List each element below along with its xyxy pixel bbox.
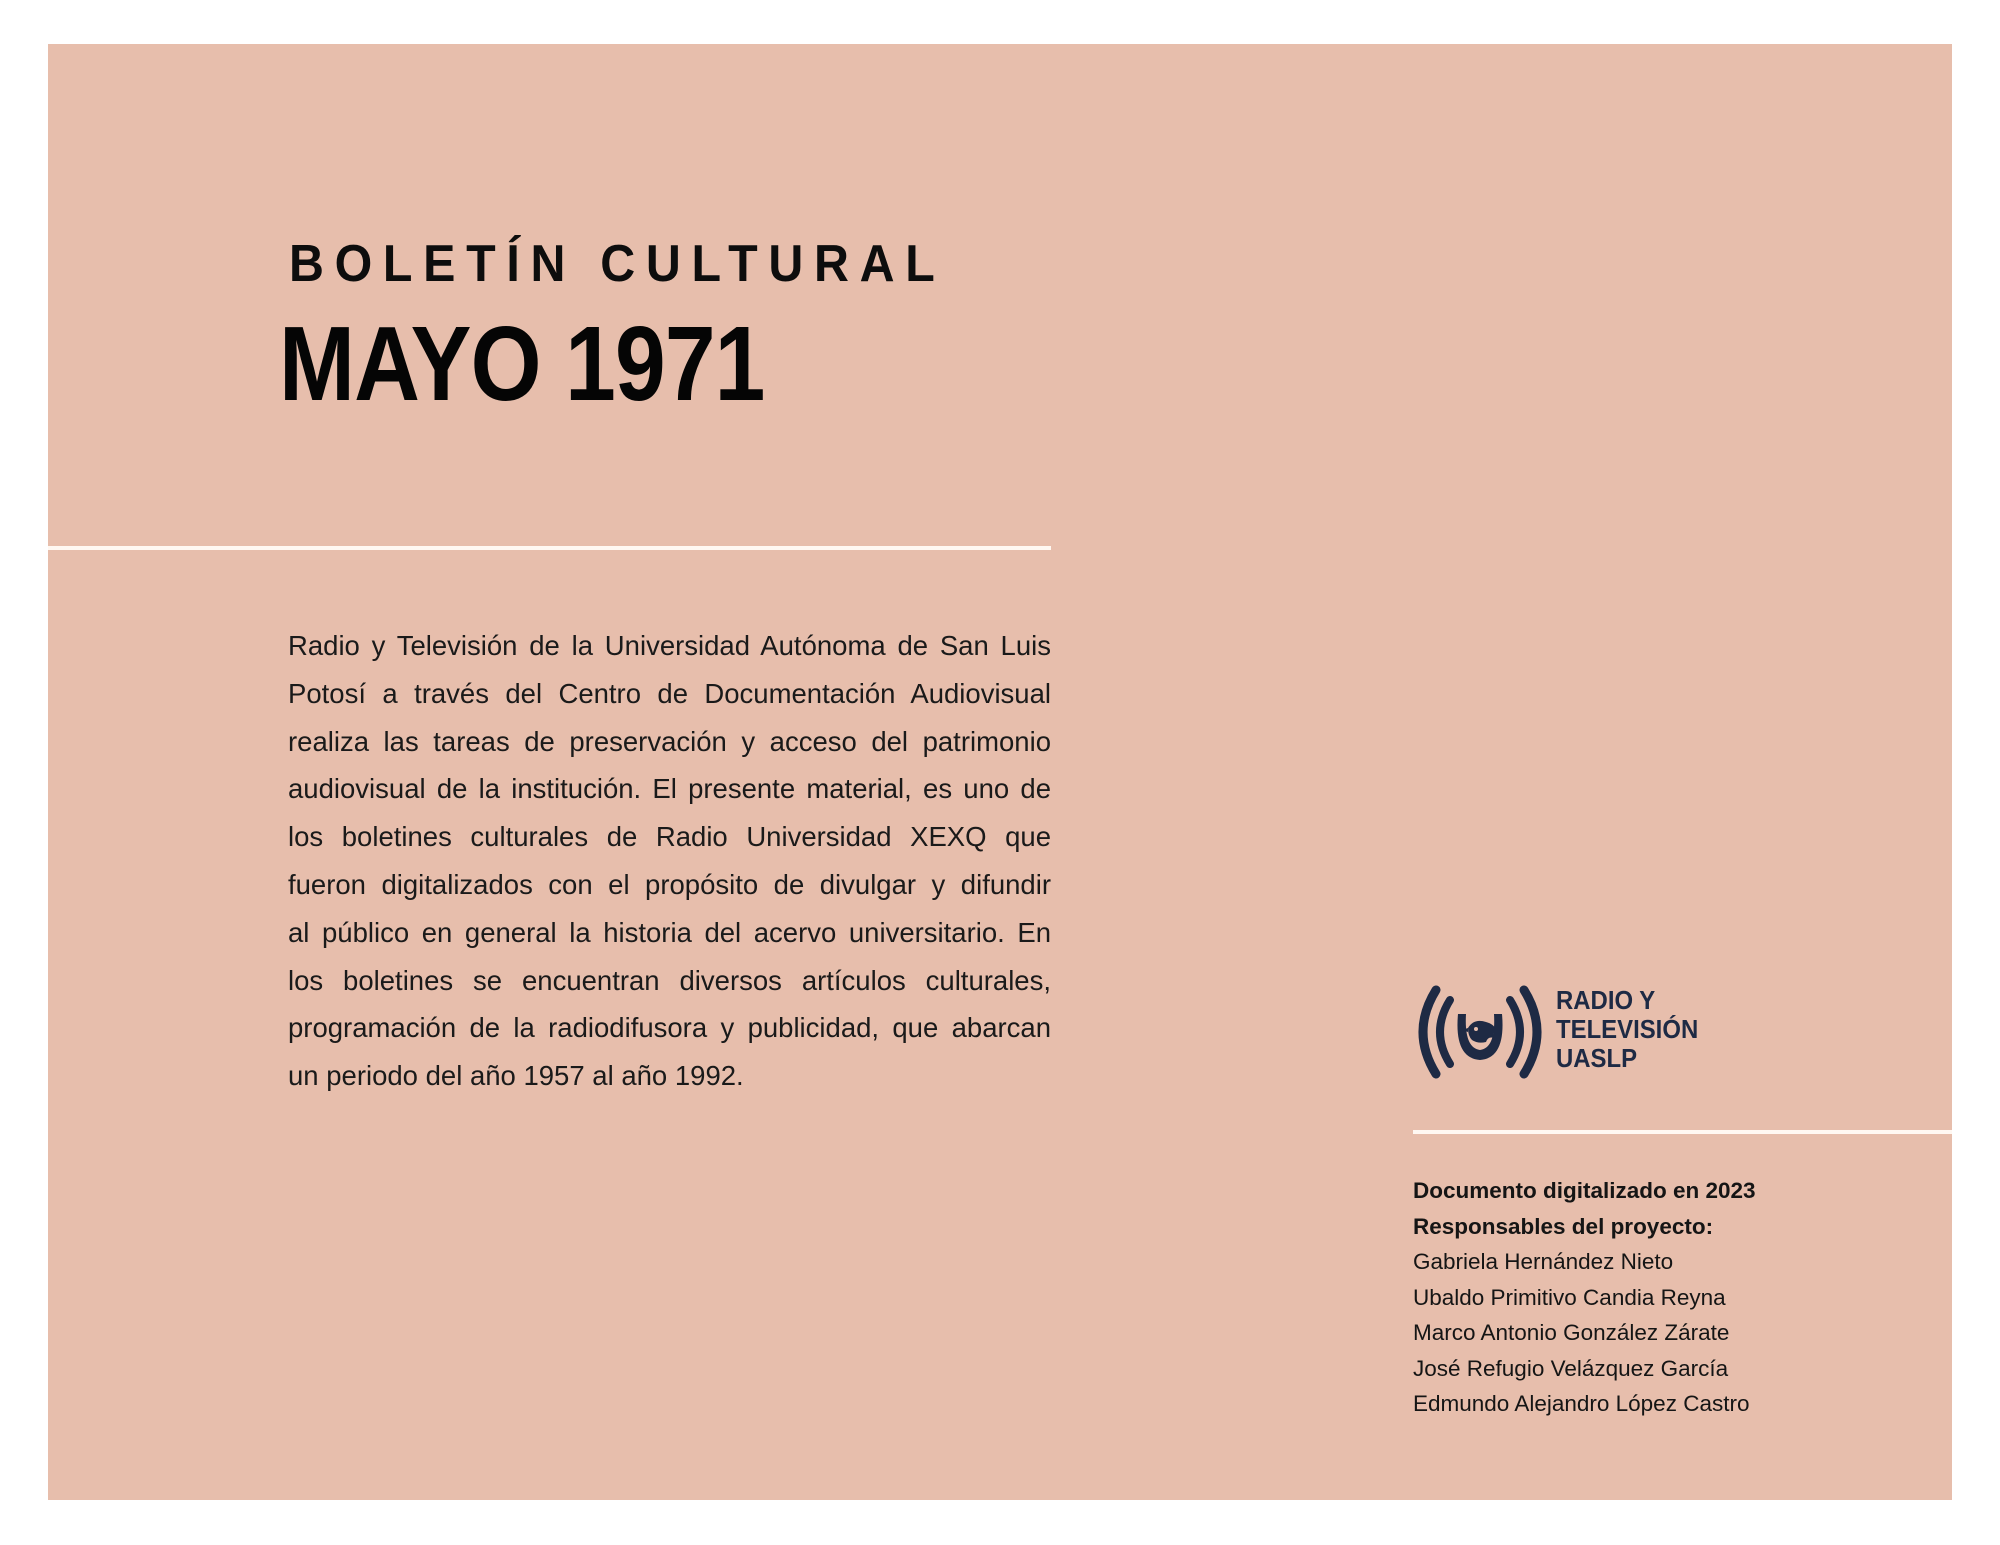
paragraph-line: Potosí a través del Centro de Documentación Audiovisual <box>288 677 1051 709</box>
description-paragraph <box>288 622 1051 1100</box>
top-divider <box>48 546 1051 550</box>
paragraph-line: un periodo del año 1957 al año 1992. <box>288 1060 744 1092</box>
credit-name: José Refugio Velázquez García <box>1413 1355 1729 1381</box>
credit-name: Ubaldo Primitivo Candia Reyna <box>1413 1284 1726 1310</box>
credit-name: Gabriela Hernández Nieto <box>1413 1249 1674 1274</box>
logo-line: UASLP <box>1556 1043 1638 1073</box>
paragraph-line: realiza las tareas de preservación y acceso del patrimonio <box>288 725 1051 757</box>
paragraph-line: programación de la radiodifusora y publicidad, que abarcan <box>288 1012 1051 1044</box>
radio-waves-eagle-icon <box>1414 984 1546 1080</box>
credit-name: Edmundo Alejandro López Castro <box>1413 1391 1750 1416</box>
logo-line: TELEVISIÓN <box>1556 1014 1699 1044</box>
paragraph-line: audiovisual de la institución. El presente material, es uno de <box>288 773 1051 805</box>
document-kicker: BOLETÍN CULTURAL <box>289 235 946 293</box>
credits-divider <box>1413 1130 1952 1134</box>
paragraph-line: los boletines se encuentran diversos artículos culturales, <box>288 964 1051 996</box>
rtv-uaslp-logo <box>1414 984 1734 1080</box>
paragraph-line: los boletines culturales de Radio Universidad XEXQ que <box>288 821 1051 853</box>
document-title: MAYO 1971 <box>279 305 765 423</box>
responsible-label: Responsables del proyecto: <box>1413 1213 1714 1239</box>
logo-line: RADIO Y <box>1556 985 1656 1015</box>
paragraph-line: al público en general la historia del acervo universitario. En <box>288 916 1051 948</box>
paragraph-line: Radio y Televisión de la Universidad Autónoma de San Luis <box>288 630 1051 661</box>
credit-name: Marco Antonio González Zárate <box>1413 1320 1730 1345</box>
logo-wordmark <box>1556 986 1711 1073</box>
digitized-note: Documento digitalizado en 2023 <box>1413 1178 1756 1203</box>
paragraph-line: fueron digitalizados con el propósito de divulgar y difundir <box>288 868 1051 900</box>
credits-block <box>1413 1173 1756 1422</box>
